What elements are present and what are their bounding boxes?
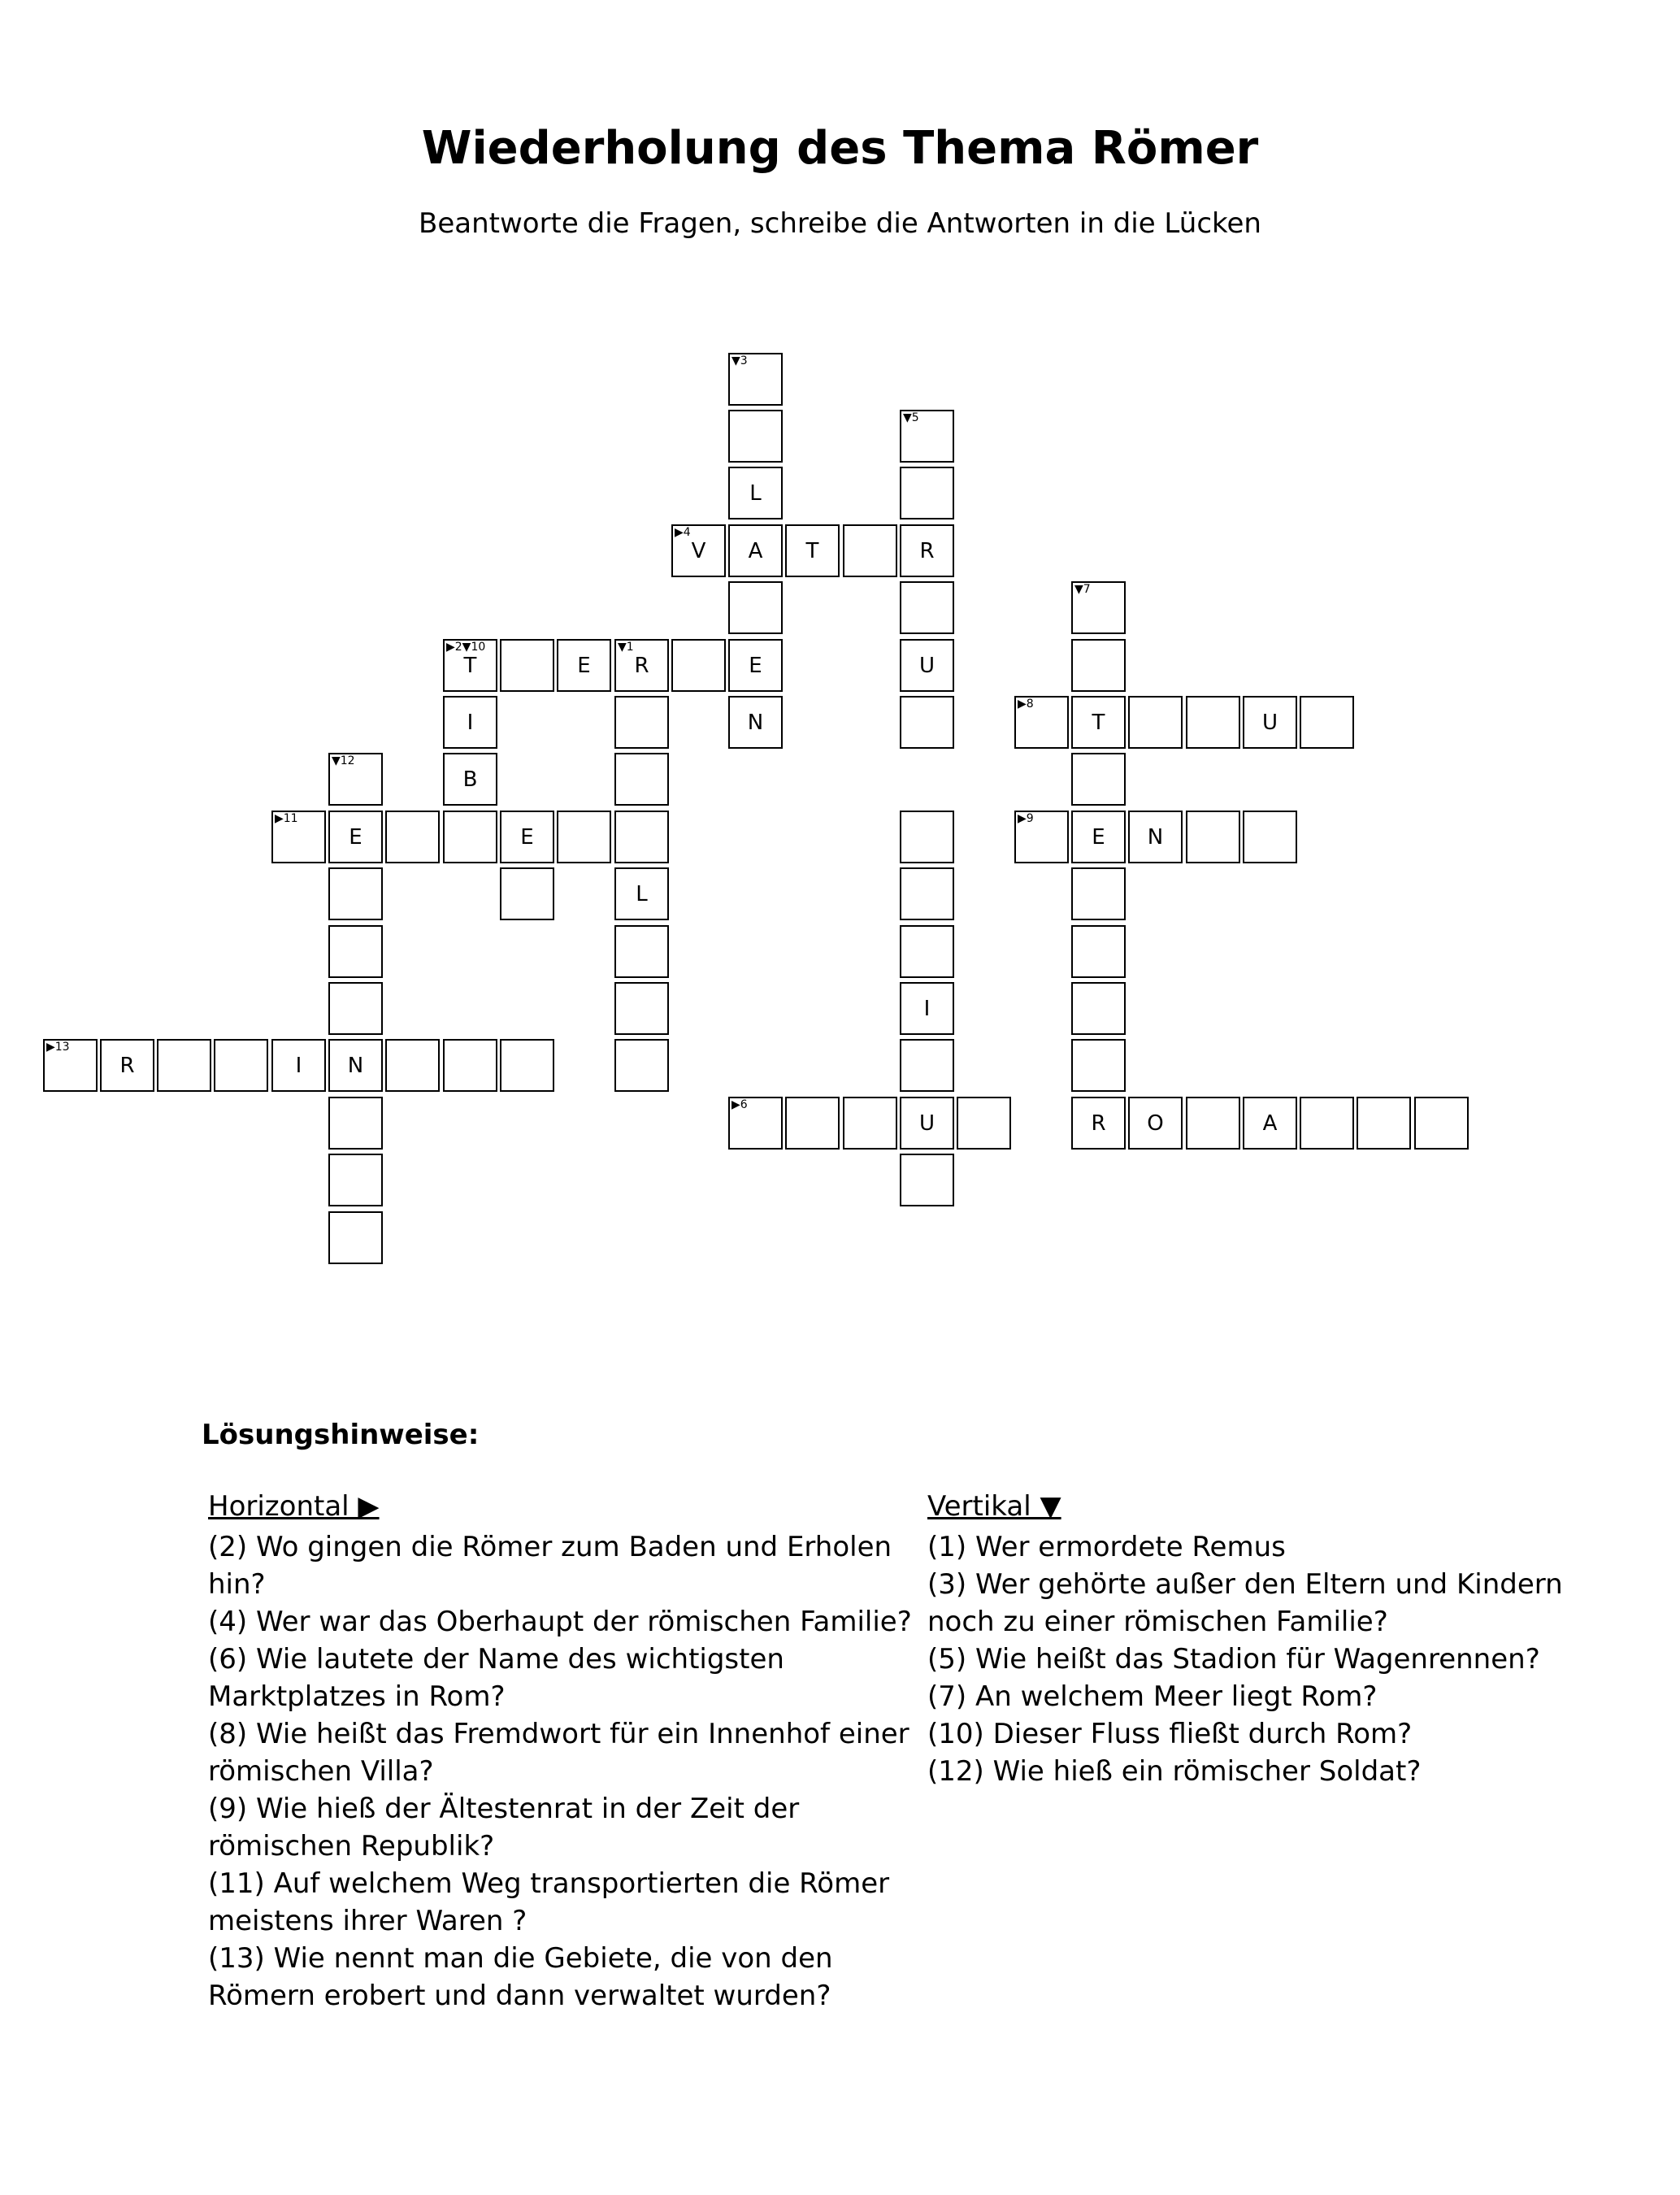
crossword-cell[interactable] [1128,1097,1183,1150]
given-letter: T [463,653,477,678]
page-subtitle: Beantworte die Fragen, schreibe die Antworten in die Lücken [419,207,1261,240]
crossword-cell[interactable] [785,524,840,577]
given-letter: L [636,881,648,906]
crossword-cell[interactable] [1300,696,1354,749]
clue-number: ▼5 [903,411,919,424]
given-letter: T [1092,710,1105,735]
crossword-cell[interactable] [843,1097,897,1150]
clue-number: ▼12 [332,754,355,767]
crossword-cell[interactable] [614,696,669,749]
clue-number: ▼3 [731,354,748,367]
clue-horizontal-4: (4) Wer war das Oberhaupt der römischen Familie? [208,1606,912,1638]
crossword-cell[interactable] [500,867,554,920]
given-letter: E [577,653,591,678]
crossword-cell[interactable] [385,811,440,863]
given-letter: N [1147,824,1164,850]
clue-horizontal-11: (11) Auf welchem Weg transportierten die Römer meistens ihrer Waren ? [208,1867,890,1937]
crossword-cell[interactable] [900,639,954,692]
crossword-cell[interactable] [728,410,783,463]
crossword-cell[interactable] [328,1039,383,1092]
crossword-cell[interactable] [328,982,383,1035]
crossword-cell[interactable] [1243,1097,1297,1150]
crossword-cell[interactable] [557,811,611,863]
clue-number: ▶9 [1018,812,1034,825]
crossword-cell[interactable] [1071,1097,1126,1150]
crossword-cell[interactable] [443,1039,497,1092]
crossword-cell[interactable] [1071,925,1126,978]
given-letter: E [520,824,534,850]
clue-number: ▶6 [731,1098,748,1111]
crossword-cell[interactable] [728,1097,783,1150]
crossword-cell[interactable] [671,639,726,692]
clue-horizontal-13: (13) Wie nennt man die Gebiete, die von den Römern erobert und dann verwaltet wurden? [208,1942,833,2012]
crossword-cell[interactable] [900,1154,954,1206]
crossword-cell[interactable] [1243,696,1297,749]
crossword-cell[interactable] [843,524,897,577]
crossword-cell[interactable] [1071,1039,1126,1092]
crossword-cell[interactable] [271,811,326,863]
crossword-cell[interactable] [271,1039,326,1092]
crossword-cell[interactable] [1071,811,1126,863]
crossword-cell[interactable] [728,353,783,406]
clue-number: ▶2▼10 [446,641,486,654]
crossword-cell[interactable] [1071,867,1126,920]
clue-number: ▼7 [1074,583,1091,596]
crossword-cell[interactable] [1071,696,1126,749]
vertical-clues [927,1488,1602,1790]
crossword-cell[interactable] [328,811,383,863]
given-letter: E [349,824,362,850]
clue-number: ▶13 [46,1041,70,1054]
crossword-cell[interactable] [900,811,954,863]
given-letter: N [747,710,764,735]
clue-vertical-10: (10) Dieser Fluss fließt durch Rom? [927,1718,1413,1750]
crossword-cell[interactable] [900,410,954,463]
crossword-cell[interactable] [785,1097,840,1150]
crossword-cell[interactable] [500,1039,554,1092]
crossword-cell[interactable] [1071,581,1126,634]
given-letter: U [918,653,936,678]
crossword-cell[interactable] [728,696,783,749]
crossword-cell[interactable] [614,753,669,806]
crossword-cell[interactable] [328,925,383,978]
given-letter: R [634,653,649,678]
crossword-cell[interactable] [557,639,611,692]
crossword-cell[interactable] [214,1039,268,1092]
clue-vertical-12: (12) Wie hieß ein römischer Soldat? [927,1755,1422,1788]
crossword-cell[interactable] [614,1039,669,1092]
given-letter: A [1262,1111,1278,1136]
clue-vertical-5: (5) Wie heißt das Stadion für Wagenrennen? [927,1643,1540,1676]
crossword-cell[interactable] [1300,1097,1354,1150]
crossword-cell[interactable] [614,982,669,1035]
clue-vertical-7: (7) An welchem Meer liegt Rom? [927,1680,1378,1713]
crossword-cell[interactable] [728,581,783,634]
clue-number: ▶4 [675,526,691,539]
crossword-cell[interactable] [100,1039,154,1092]
given-letter: R [919,538,935,563]
crossword-cell[interactable] [385,1039,440,1092]
given-letter: L [749,480,762,506]
clue-horizontal-9: (9) Wie hieß der Ältestenrat in der Zeit der römischen Republik? [208,1793,800,1862]
given-letter: E [749,653,762,678]
crossword-cell[interactable] [500,811,554,863]
crossword-cell[interactable] [728,524,783,577]
given-letter: I [923,996,931,1021]
given-letter: I [467,710,474,735]
crossword-cell[interactable] [328,867,383,920]
given-letter: R [1091,1111,1106,1136]
crossword-cell[interactable] [328,1097,383,1150]
crossword-cell[interactable] [900,467,954,519]
crossword-cell[interactable] [1014,811,1069,863]
given-letter: R [119,1053,135,1078]
crossword-cell[interactable] [1414,1097,1469,1150]
crossword-cell[interactable] [614,639,669,692]
given-letter: N [347,1053,364,1078]
crossword-cell[interactable] [328,753,383,806]
crossword-cell[interactable] [157,1039,211,1092]
crossword-cell[interactable] [1357,1097,1411,1150]
page-title: Wiederholung des Thema Römer [421,122,1259,175]
crossword-cell[interactable] [900,925,954,978]
crossword-cell[interactable] [900,696,954,749]
crossword-cell[interactable] [614,867,669,920]
crossword-cell[interactable] [614,925,669,978]
crossword-cell[interactable] [900,524,954,577]
vertical-clues-heading: Vertikal ▼ [927,1490,1061,1523]
clue-number: ▼1 [618,641,634,654]
crossword-cell[interactable] [671,524,726,577]
crossword-cell[interactable] [1071,639,1126,692]
crossword-cell[interactable] [900,1097,954,1150]
crossword-cell[interactable] [614,811,669,863]
clue-horizontal-2: (2) Wo gingen die Römer zum Baden und Erholen hin? [208,1531,892,1601]
crossword-cell[interactable] [728,467,783,519]
clue-number: ▶11 [275,812,298,825]
crossword-cell[interactable] [957,1097,1011,1150]
given-letter: U [918,1111,936,1136]
clue-horizontal-6: (6) Wie lautete der Name des wichtigsten Marktplatzes in Rom? [208,1643,784,1713]
crossword-cell[interactable] [328,1211,383,1264]
given-letter: A [748,538,763,563]
crossword-cell[interactable] [443,811,497,863]
given-letter: O [1147,1111,1164,1136]
crossword-cell[interactable] [900,1039,954,1092]
crossword-cell[interactable] [900,982,954,1035]
crossword-cell[interactable] [1186,696,1240,749]
clue-number: ▶8 [1018,698,1034,711]
crossword-cell[interactable] [1186,811,1240,863]
hints-heading: Lösungshinweise: [202,1419,480,1451]
crossword-cell[interactable] [43,1039,98,1092]
crossword-cell[interactable] [900,581,954,634]
given-letter: U [1261,710,1278,735]
horizontal-clues [208,1488,915,2015]
crossword-cell[interactable] [728,639,783,692]
given-letter: V [691,538,706,563]
crossword-cell[interactable] [1071,982,1126,1035]
crossword-cell[interactable] [900,867,954,920]
crossword-cell[interactable] [1186,1097,1240,1150]
given-letter: T [805,538,819,563]
clue-horizontal-8: (8) Wie heißt das Fremdwort für ein Innenhof einer römischen Villa? [208,1718,909,1788]
crossword-cell[interactable] [1071,753,1126,806]
crossword-cell[interactable] [500,639,554,692]
crossword-cell[interactable] [1128,696,1183,749]
crossword-cell[interactable] [1243,811,1297,863]
crossword-cell[interactable] [443,696,497,749]
crossword-cell[interactable] [1014,696,1069,749]
crossword-cell[interactable] [328,1154,383,1206]
clue-vertical-1: (1) Wer ermordete Remus [927,1531,1286,1563]
crossword-cell[interactable] [443,753,497,806]
given-letter: B [462,767,478,792]
crossword-cell[interactable] [1128,811,1183,863]
clue-vertical-3: (3) Wer gehörte außer den Eltern und Kindern noch zu einer römischen Familie? [927,1568,1563,1638]
given-letter: E [1092,824,1105,850]
crossword-cell[interactable] [443,639,497,692]
horizontal-clues-heading: Horizontal ▶ [208,1490,380,1523]
given-letter: I [295,1053,302,1078]
